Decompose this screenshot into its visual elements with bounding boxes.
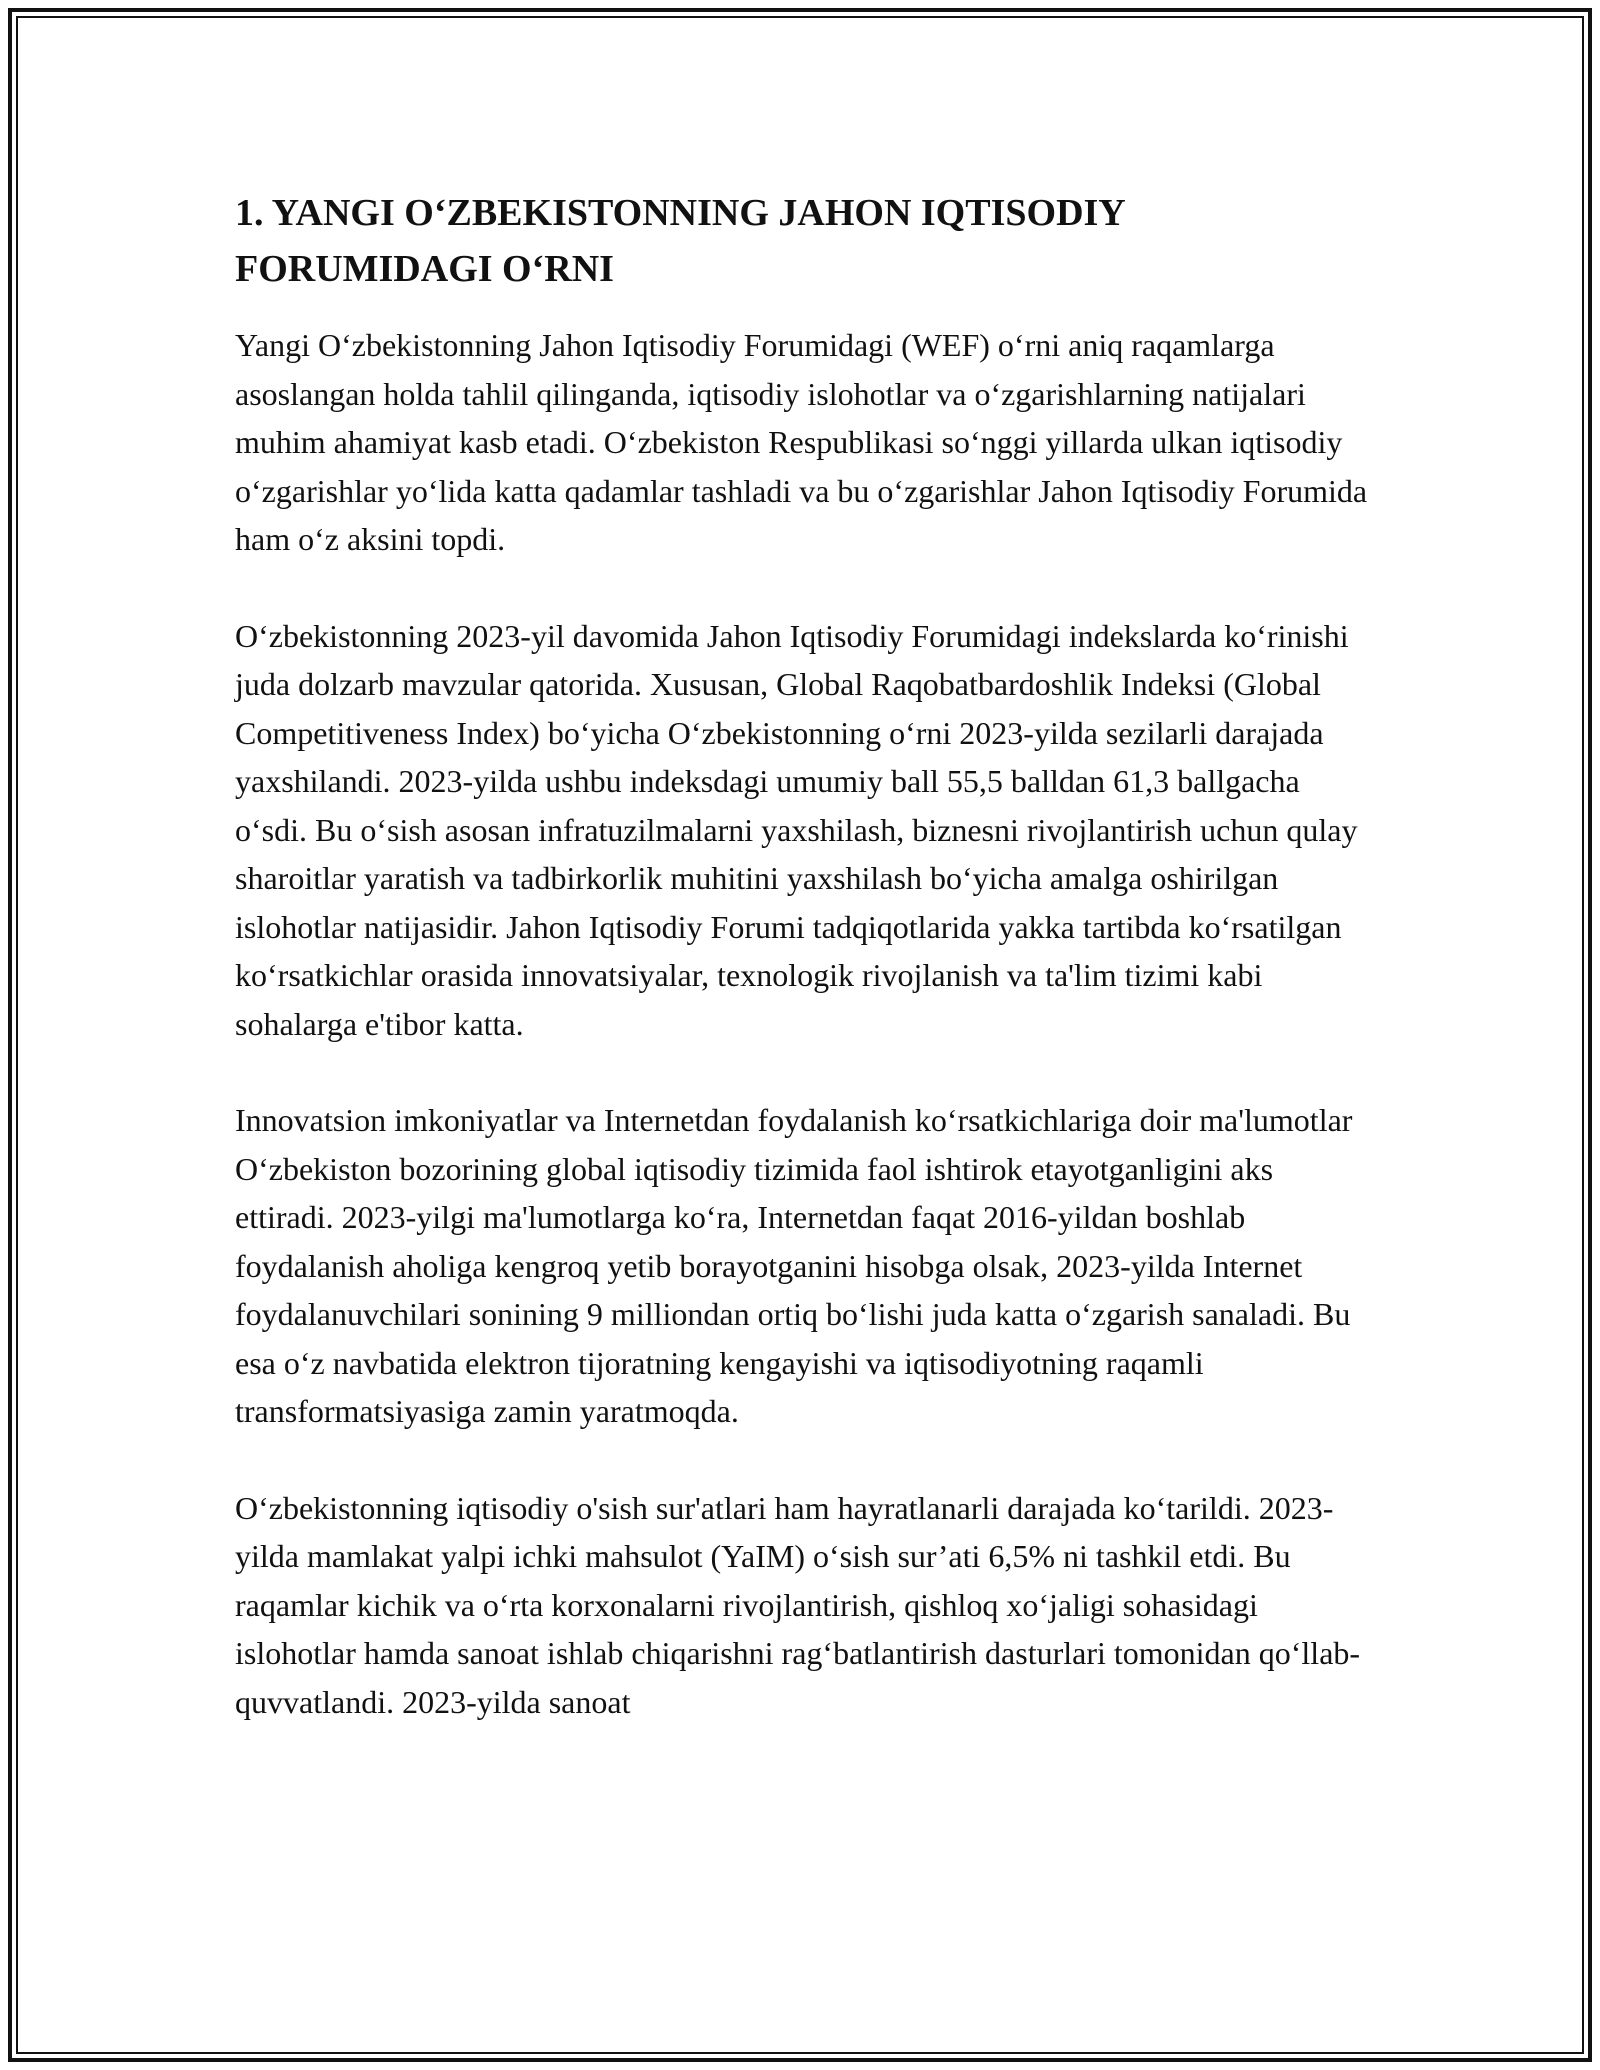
section-heading: 1. YANGI O‘ZBEKISTONNING JAHON IQTISODIY FORUMIDAGI O‘RNI — [235, 192, 1125, 290]
paragraph-internet-usage: Innovatsion imkoniyatlar va Internetdan foydalanish ko‘rsatkichlariga doir ma'lumotlar O‘zbekiston bozorining global iqtisodiy tizimida faol ishtirok etayotganligini aks ettiradi. 2023-yilgi ma'lumotlarga ko‘ra, Internetdan faqat 2016-yildan boshlab foydalanish aholiga kengroq yetib borayotganini hisobga olsak, 2023-yilda Internet foydalanuvchilari sonining 9 milliondan ortiq bo‘lishi juda katta o‘zgarish sanaladi. Bu esa o‘z navbatida elektron tijoratning kengayishi va iqtisodiyotning raqamli transformatsiyasiga zamin yaratmoqda. — [235, 1102, 1353, 1429]
paragraph-intro: Yangi O‘zbekistonning Jahon Iqtisodiy Forumidagi (WEF) o‘rni aniq raqamlarga asoslangan holda tahlil qilinganda, iqtisodiy islohotlar va o‘zgarishlarning natijalari muhim ahamiyat kasb etadi. O‘zbekiston Respublikasi so‘nggi yillarda ulkan iqtisodiy o‘zgarishlar yo‘lida katta qadamlar tashladi va bu o‘zgarishlar Jahon Iqtisodiy Forumida ham o‘z aksini topdi. — [235, 327, 1368, 557]
paragraph-economic-growth: O‘zbekistonning iqtisodiy o'sish sur'atlari ham hayratlanarli darajada ko‘tarildi. 2023-yilda mamlakat yalpi ichki mahsulot (YaIM) o‘sish sur’ati 6,5% ni tashkil etdi. Bu raqamlar kichik va o‘rta korxonalarni rivojlantirish, qishloq xo‘jaligi sohasidagi islohotlar hamda sanoat ishlab chiqarishni rag‘batlantirish dasturlari tomonidan qo‘llab-quvvatlandi. 2023-yilda sanoat — [235, 1489, 1361, 1720]
paragraph-competitiveness-index: O‘zbekistonning 2023-yil davomida Jahon Iqtisodiy Forumidagi indekslarda ko‘rinishi juda dolzarb mavzular qatorida. Xususan, Global Raqobatbardoshlik Indeksi (Global Competitiveness Index) bo‘yicha O‘zbekistonning o‘rni 2023-yilda sezilarli darajada yaxshilandi. 2023-yilda ushbu indeksdagi umumiy ball 55,5 balldan 61,3 ballgacha o‘sdi. Bu o‘sish asosan infratuzilmalarni yaxshilash, biznesni rivojlantirish uchun qulay sharoitlar yaratish va tadbirkorlik muhitini yaxshilash bo‘yicha amalga oshirilgan islohotlar natijasidir. Jahon Iqtisodiy Forumi tadqiqotlarida yakka tartibda ko‘rsatilgan ko‘rsatkichlar orasida innovatsiyalar, texnologik rivojlanish va ta'lim tizimi kabi sohalarga e'tibor katta. — [235, 617, 1358, 1042]
document-body — [235, 185, 1375, 1774]
